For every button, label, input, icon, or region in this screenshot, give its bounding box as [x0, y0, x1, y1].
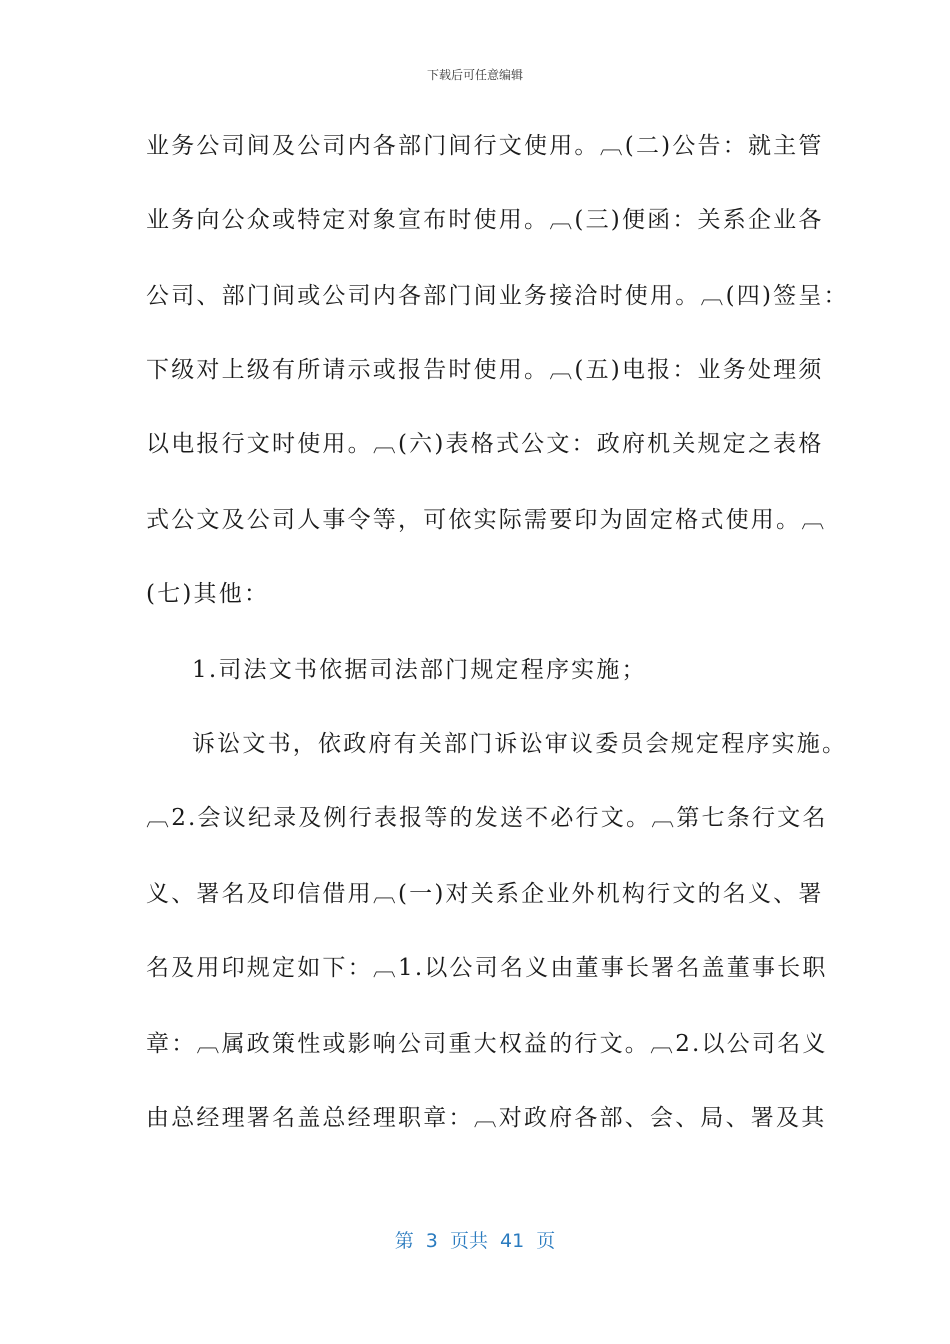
page-footer: 第 3 页共 41 页: [394, 1230, 556, 1252]
page-header: 下载后可任意编辑: [426, 68, 523, 82]
body-line: 义、署名及印信借用︹(一)对关系企业外机构行文的名义、署: [146, 881, 824, 907]
body-line: 业务公司间及公司内各部门间行文使用。︹(二)公告：就主管: [146, 133, 824, 159]
body-line: 式公文及公司人事令等，可依实际需要印为固定格式使用。︹: [146, 507, 827, 533]
body-line: 以电报行文时使用。︹(六)表格式公文：政府机关规定之表格: [146, 431, 824, 457]
body-line: 诉讼文书，依政府有关部门诉讼审议委员会规定程序实施。: [192, 731, 848, 757]
body-line: 名及用印规定如下：︹1.以公司名义由董事长署名盖董事长职: [146, 955, 828, 981]
body-line: 业务向公众或特定对象宣布时使用。︹(三)便函：关系企业各: [146, 207, 824, 233]
body-line: 下级对上级有所请示或报告时使用。︹(五)电报：业务处理须: [146, 357, 824, 383]
body-line: 公司、部门间或公司内各部门间业务接洽时使用。︹(四)签呈：: [146, 283, 849, 309]
body-line: 由总经理署名盖总经理职章：︹对政府各部、会、局、署及其: [146, 1105, 827, 1131]
body-line: ︹2.会议纪录及例行表报等的发送不必行文。︹第七条行文名: [146, 805, 828, 831]
body-line: (七)其他：: [146, 581, 270, 607]
body-line: 1.司法文书依据司法部门规定程序实施；: [192, 657, 647, 683]
body-line: 章：︹属政策性或影响公司重大权益的行文。︹2.以公司名义: [146, 1031, 828, 1057]
